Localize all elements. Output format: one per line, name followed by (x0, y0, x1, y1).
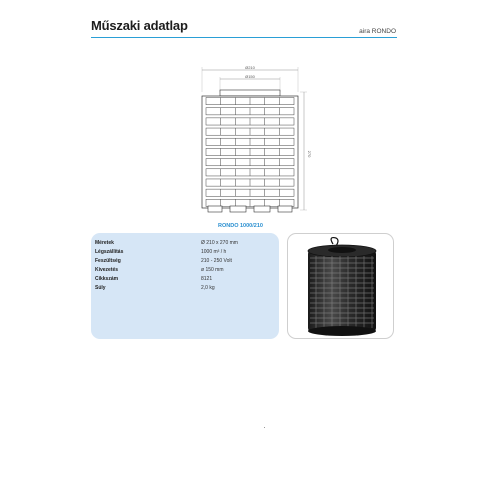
spec-value: 1000 m³ / h (201, 249, 227, 255)
spec-label: Cikkszám (95, 276, 119, 282)
spec-row (91, 266, 279, 275)
product-photo-frame (287, 233, 394, 339)
spec-label: Súly (95, 285, 106, 291)
outer-diameter-label: Ø210 (245, 65, 255, 70)
technical-drawing (190, 62, 310, 222)
spec-label: Kivezetés (95, 267, 119, 273)
spec-value: 8121 (201, 276, 213, 282)
spec-value: ø 150 mm (201, 267, 224, 273)
spec-value: Ø 210 x 270 mm (201, 240, 238, 246)
spec-value: 2,0 kg (201, 285, 215, 291)
product-photo (288, 234, 395, 340)
spec-label: Feszültség (95, 258, 121, 264)
product-name: aira RONDO (359, 28, 396, 35)
spec-row (91, 248, 279, 257)
spec-row (91, 239, 279, 248)
model-name: RONDO 1000/210 (218, 223, 263, 229)
spec-table (91, 233, 279, 339)
spec-label: Méretek (95, 240, 114, 246)
spec-row (91, 275, 279, 284)
spec-row (91, 257, 279, 266)
page-mark (264, 427, 265, 428)
header-divider (91, 37, 397, 38)
spec-row (91, 284, 279, 293)
spec-label: Légszállítás (95, 249, 124, 255)
inner-diameter-label: Ø150 (245, 74, 255, 79)
height-label: 270 (307, 150, 312, 158)
page-title: Műszaki adatlap (91, 18, 188, 33)
spec-value: 210 - 250 Volt (201, 258, 232, 264)
